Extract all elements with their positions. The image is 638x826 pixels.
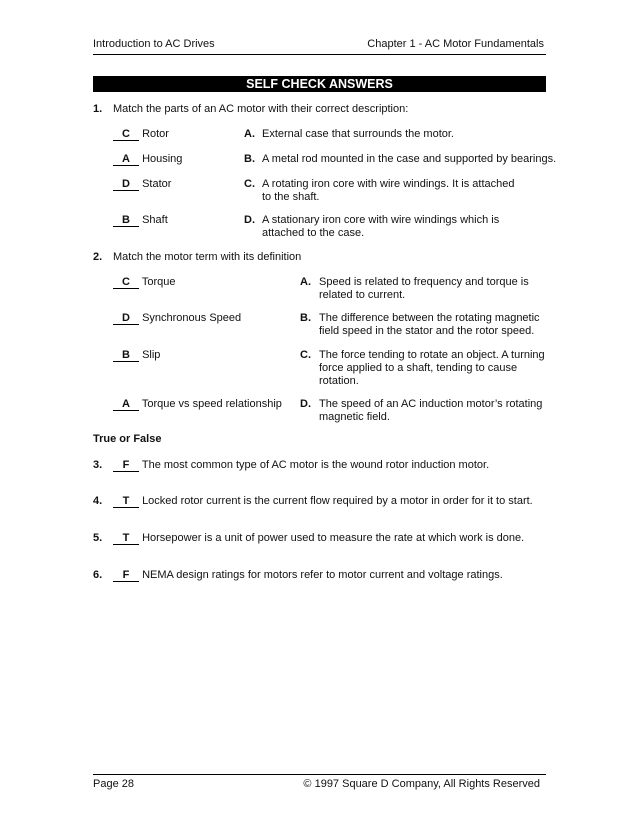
choice-text: A metal rod mounted in the case and supported by bearings. [262,153,557,165]
copyright-notice: © 1997 Square D Company, All Rights Reserved [303,778,540,790]
term-label: Shaft [142,214,168,226]
tf-number: 3. [93,459,103,471]
choice-text-line2: to the shaft. [262,191,320,203]
choice-text-line1: The difference between the rotating magnetic [319,312,540,324]
tf-statement: Horsepower is a unit of power used to measure the rate at which work is done. [142,532,525,544]
choice-text-line1: Speed is related to frequency and torque is [319,276,529,288]
choice-text-line1: A stationary iron core with wire windings which is [262,214,500,226]
choice-letter: C. [244,178,255,190]
choice-text-line2: attached to the case. [262,227,365,239]
choice-letter: D. [300,398,311,410]
choice-letter: B. [244,153,255,165]
q2-prompt-row [93,251,302,264]
choice-text-line2: field speed in the stator and the rotor speed. [319,325,535,337]
tf-statement: The most common type of AC motor is the wound rotor induction motor. [141,459,490,471]
choice-letter: C. [300,349,311,361]
answer-blank: C [113,276,139,289]
q1-item [113,178,171,191]
tf-item [93,569,503,582]
q2-item [113,398,282,411]
answer-blank: T [113,495,139,508]
q1-choice [244,128,554,141]
choice-text-line1: The speed of an AC induction motor’s rotating [319,398,543,410]
q2-prompt: Match the motor term with its definition [113,251,302,263]
choice-text-line1: A rotating iron core with wire windings. It is attached [262,178,515,190]
choice-letter: B. [300,312,311,324]
q1-item [113,128,169,141]
tf-statement: Locked rotor current is the current flow required by a motor in order for it to start. [142,495,533,507]
tf-number: 4. [93,495,103,507]
tf-item [93,495,533,508]
q1-choice [244,214,554,240]
q2-choice [300,276,550,302]
answer-blank: F [113,459,139,472]
term-label: Slip [142,349,161,361]
q2-choice [300,398,550,424]
q1-prompt-row [93,103,409,116]
tf-number: 5. [93,532,103,544]
answer-blank: T [113,532,139,545]
answer-blank: C [113,128,139,141]
term-label: Synchronous Speed [142,312,242,324]
true-false-title: True or False [93,433,162,445]
term-label: Stator [142,178,172,190]
term-label: Torque vs speed relationship [141,398,282,410]
choice-text-line2: force applied to a shaft, tending to cause [319,362,518,374]
answer-blank: F [113,569,139,582]
choice-text-line1: The force tending to rotate an object. A turning [319,349,545,361]
term-label: Rotor [142,128,169,140]
tf-item [93,532,524,545]
q2-item [113,312,241,325]
footer-rule [93,774,546,775]
answer-blank: A [113,153,139,166]
answer-blank: B [113,214,139,227]
q2-choice [300,349,550,388]
tf-number: 6. [93,569,103,581]
section-banner: SELF CHECK ANSWERS [93,76,546,92]
choice-letter: A. [244,128,255,140]
answer-blank: B [113,349,139,362]
q1-choice [244,153,557,166]
choice-text-line2: related to current. [319,289,406,301]
answer-blank: D [113,312,139,325]
q1-choice [244,178,554,204]
q1-prompt: Match the parts of an AC motor with their correct description: [113,103,409,115]
tf-statement: NEMA design ratings for motors refer to motor current and voltage ratings. [142,569,503,581]
choice-letter: A. [300,276,311,288]
term-label: Torque [141,276,176,288]
choice-letter: D. [244,214,255,226]
q1-number: 1. [93,103,103,115]
choice-text: External case that surrounds the motor. [262,128,454,140]
q2-number: 2. [93,251,103,263]
answer-blank: D [113,178,139,191]
tf-item [93,459,489,472]
header-right: Chapter 1 - AC Motor Fundamentals [367,38,544,50]
q2-item [113,276,176,289]
page-number: Page 28 [93,778,134,790]
q1-item [113,153,182,166]
choice-text-line3: rotation. [319,375,359,387]
answer-blank: A [113,398,139,411]
header-left: Introduction to AC Drives [93,38,215,50]
q2-choice [300,312,550,338]
choice-text-line2: magnetic field. [319,411,390,423]
q2-item [113,349,160,362]
term-label: Housing [142,153,183,165]
q1-item [113,214,168,227]
header-rule [93,54,546,55]
